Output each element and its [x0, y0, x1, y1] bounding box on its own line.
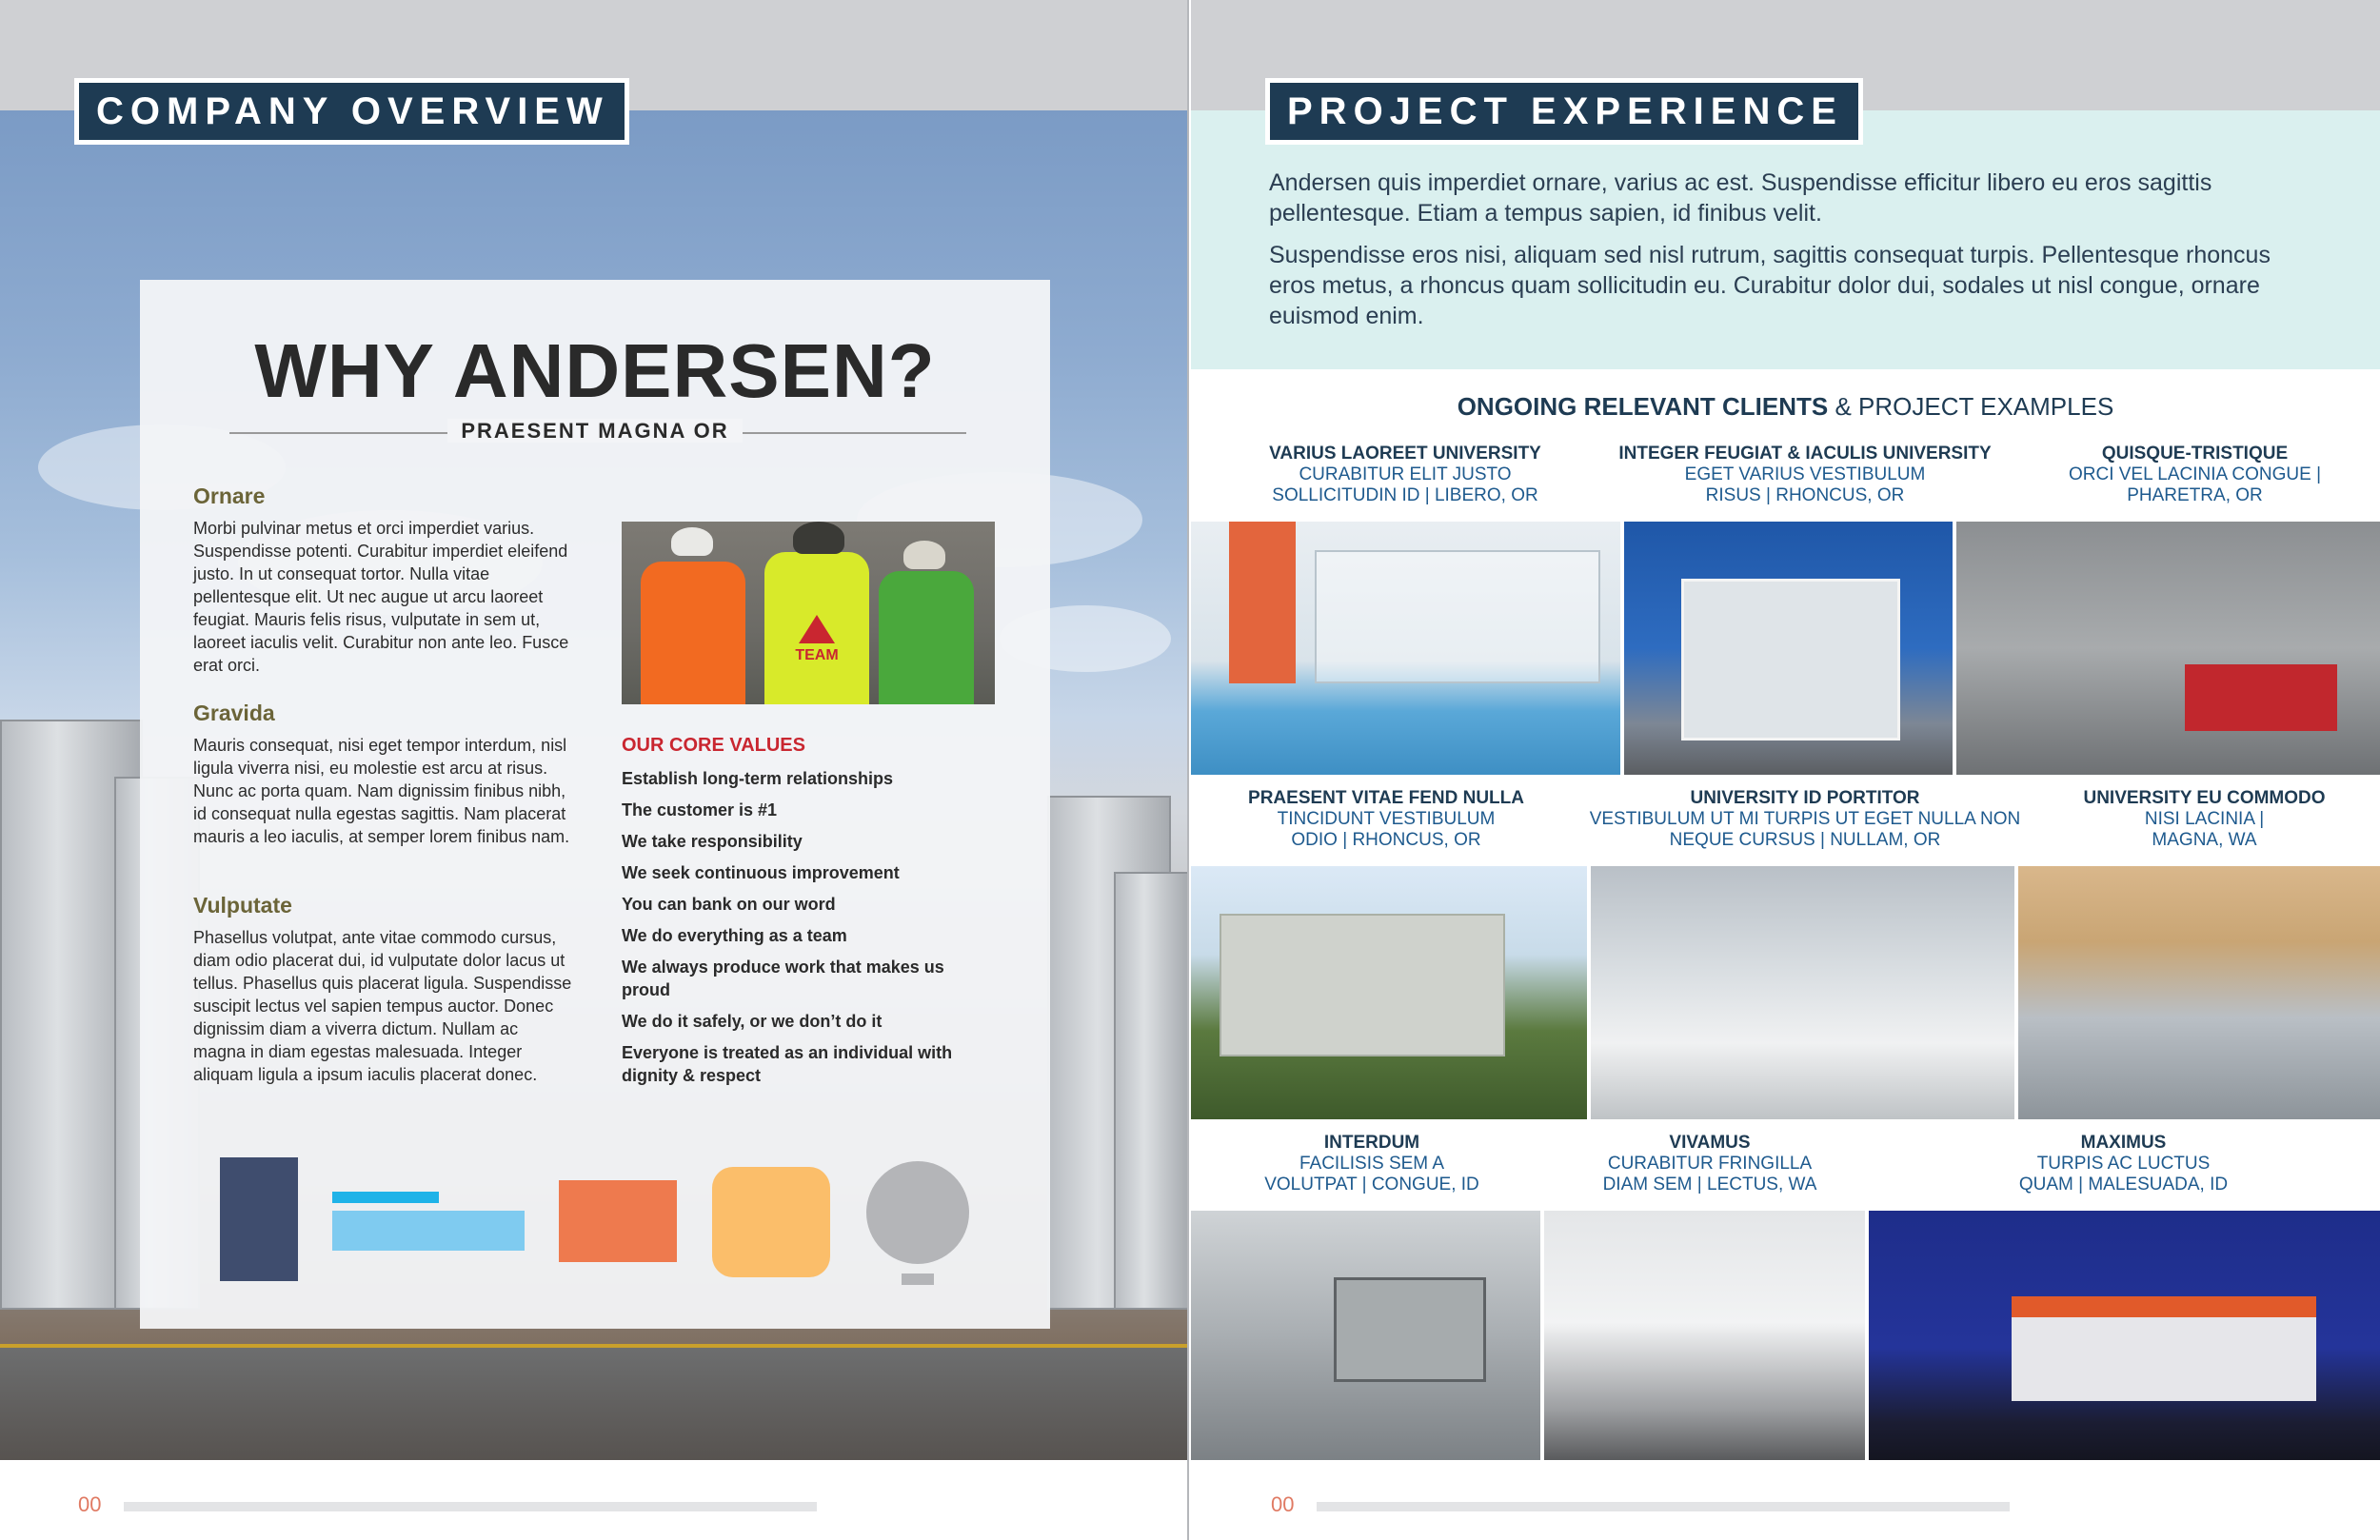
color-swatch-blue-bar [332, 1192, 439, 1203]
section-tag [1265, 78, 1863, 145]
hard-hat-icon [903, 541, 945, 569]
section-gravida [193, 701, 574, 848]
project-photo-building [1624, 522, 1953, 775]
section-body: Phasellus volutpat, ante vitae commodo cursus, diam odio placerat dui, id vulputate dolor lacus ut tellus. Phasellus quis placerat ligula. Suspendisse suscipit lectus vel sapien tempus auctor. Donec dignissim diam a viverra dictum. Nullam ac magna in diam egestas malesuada. Integer aliquam ligula a ipsum iaculis placerat donec. [193, 928, 572, 1084]
project-photo-cafeteria [1544, 1211, 1865, 1460]
project-detail: VESTIBULUM UT MI TURPIS UT EGET NULLA NON [1589, 809, 2021, 829]
core-values-title: OUR CORE VALUES [622, 735, 805, 756]
project-caption [1191, 1133, 1553, 1195]
section-tag-label: COMPANY OVERVIEW [79, 83, 625, 140]
silo [1114, 872, 1189, 1310]
campus-building [1220, 914, 1505, 1056]
team-photo [622, 522, 995, 704]
project-name: UNIVERSITY ID PORTITOR [1690, 788, 1920, 808]
project-name: PRAESENT VITAE FEND NULLA [1248, 788, 1524, 808]
lit-building [2012, 1296, 2316, 1401]
section-heading: Ornare [193, 484, 266, 508]
project-detail: FACILISIS SEM A [1299, 1154, 1445, 1174]
project-detail: CURABITUR ELIT JUSTO [1299, 464, 1512, 484]
project-caption [1600, 444, 2010, 506]
project-detail: CURABITUR FRINGILLA [1607, 1154, 1813, 1174]
project-detail: SOLLICITUDIN ID | LIBERO, OR [1272, 485, 1538, 505]
color-swatch-gray [866, 1161, 969, 1264]
core-value-item: Establish long-term relationships [622, 769, 894, 788]
project-detail: PHARETRA, OR [2127, 485, 2263, 505]
section-heading: Gravida [193, 701, 275, 725]
color-swatch-light-blue [332, 1211, 525, 1251]
project-detail: EGET VARIUS VESTIBULUM [1684, 464, 1926, 484]
why-andersen-card [140, 280, 1050, 1329]
project-photo-makerspace [1591, 866, 2014, 1119]
hard-hat-icon [671, 527, 713, 556]
project-name: INTEGER FEUGIAT & IACULIS UNIVERSITY [1618, 444, 1992, 464]
lab-wall [1229, 522, 1296, 683]
project-caption [1581, 788, 2029, 851]
intro-paragraph: Andersen quis imperdiet ornare, varius ac est. Suspendisse efficitur libero eu eros sagittis pellentesque. Etiam a tempus sapien, id finibus velit. [1269, 169, 2212, 227]
team-logo-text: TEAM [795, 647, 839, 663]
color-swatch-amber [712, 1167, 830, 1277]
red-pumps [2185, 664, 2337, 731]
project-detail: ODIO | RHONCUS, OR [1291, 830, 1481, 850]
color-swatch-navy [220, 1157, 298, 1281]
project-detail: TURPIS AC LUCTUS [2036, 1154, 2211, 1174]
project-caption [2029, 788, 2380, 851]
worker-orange [641, 562, 745, 704]
color-swatch-orange [559, 1180, 677, 1262]
core-value-item: We always produce work that makes us proud [622, 958, 944, 999]
project-photo-lecture-hall [2018, 866, 2380, 1119]
core-value-item: We take responsibility [622, 832, 803, 851]
worker-green [879, 571, 974, 704]
project-photo-control-panels [1191, 1211, 1540, 1460]
control-panel [1334, 1277, 1486, 1382]
section-ornare [193, 484, 574, 677]
core-value-item: We do everything as a team [622, 926, 847, 945]
project-detail: VOLUTPAT | CONGUE, ID [1264, 1175, 1479, 1194]
project-name: QUISQUE-TRISTIQUE [2101, 444, 2289, 464]
worker-yellow [764, 552, 869, 704]
project-detail: RISUS | RHONCUS, OR [1705, 485, 1905, 505]
core-value-item: We do it safely, or we don’t do it [622, 1012, 883, 1031]
lab-shelving [1315, 550, 1600, 683]
intro-paragraph: Suspendisse eros nisi, aliquam sed nisl rutrum, sagittis consequat turpis. Pellentesque rhoncus eros metus, a rhoncus quam sollicitudin eu. Curabitur dolor dui, sodales ut nisl congue, ornare euismod enim. [1269, 242, 2271, 329]
project-detail: MAGNA, WA [2152, 830, 2257, 850]
project-caption [1191, 444, 1619, 506]
project-detail: DIAM SEM | LECTUS, WA [1602, 1175, 1817, 1194]
page-company-overview [0, 0, 1189, 1540]
core-value-item: We seek continuous improvement [622, 863, 900, 882]
section-heading: Vulputate [193, 893, 292, 918]
project-photo-campus [1191, 866, 1587, 1119]
core-value-item: The customer is #1 [622, 800, 778, 819]
color-swatch-gray-bar [902, 1273, 934, 1285]
card-subtitle-text: PRAESENT MAGNA OR [447, 419, 742, 443]
project-photo-night-building [1869, 1211, 2380, 1460]
project-name: VARIUS LAOREET UNIVERSITY [1269, 444, 1541, 464]
section-vulputate [193, 893, 574, 1086]
core-value-item: Everyone is treated as an individual with dignity & respect [622, 1043, 953, 1085]
project-detail: ORCI VEL LACINIA CONGUE | [2068, 464, 2322, 484]
core-value-item: You can bank on our word [622, 895, 836, 914]
section-body: Morbi pulvinar metus et orci imperdiet varius. Suspendisse potenti. Curabitur imperdiet eleifend justo. In ut consequat tortor. Nulla vitae pellentesque elit. Ut nec augue ut arcu laoreet feugiat. Mauris felis risus, vulputate in sem ut, laoreet iaculis velit. Curabitur non ante leo. Fusce erat orci. [193, 519, 569, 675]
project-detail: TINCIDUNT VESTIBULUM [1277, 809, 1496, 829]
project-caption [2010, 444, 2380, 506]
section-tag-label: PROJECT EXPERIENCE [1270, 83, 1858, 140]
section-body: Mauris consequat, nisi eget tempor interdum, nisl ligula viverra nisi, eu molestie est arcu at risus. Nunc ac porta quam. Nam dignissim finibus nibh, id consequat nulla egestas sagittis. Nam placerat mauris a leo iaculis, at semper lorem finibus nam. [193, 736, 570, 846]
clients-heading-rest: & PROJECT EXAMPLES [1828, 392, 2114, 421]
core-values-list [622, 767, 983, 1096]
project-name: VIVAMUS [1669, 1133, 1751, 1153]
clients-heading [1191, 392, 2380, 422]
building-facade [1681, 579, 1900, 740]
project-photo-lab [1191, 522, 1620, 775]
clients-heading-bold: ONGOING RELEVANT CLIENTS [1457, 392, 1829, 421]
page-footer [1191, 1460, 2380, 1540]
project-caption [1191, 788, 1581, 851]
page-number: 00 [1271, 1492, 1295, 1516]
project-name: INTERDUM [1323, 1133, 1420, 1153]
page-project-experience [1191, 0, 2380, 1540]
team-logo-icon [799, 615, 835, 643]
project-name: UNIVERSITY EU COMMODO [2083, 788, 2326, 808]
card-subtitle [140, 419, 1050, 444]
project-detail: NISI LACINIA | [2144, 809, 2265, 829]
ground [0, 1348, 1189, 1460]
project-name: MAXIMUS [2080, 1133, 2167, 1153]
footer-bar [124, 1502, 817, 1511]
page-number: 00 [78, 1492, 102, 1516]
project-caption [1867, 1133, 2380, 1195]
project-caption [1553, 1133, 1867, 1195]
page-footer [0, 1460, 1187, 1540]
card-title: WHY ANDERSEN? [254, 328, 936, 413]
project-detail: QUAM | MALESUADA, ID [2018, 1175, 2229, 1194]
project-detail: NEQUE CURSUS | NULLAM, OR [1669, 830, 1941, 850]
footer-bar [1317, 1502, 2010, 1511]
project-photo-mechanical [1956, 522, 2380, 775]
hard-hat-icon [793, 522, 844, 554]
section-tag [74, 78, 629, 145]
